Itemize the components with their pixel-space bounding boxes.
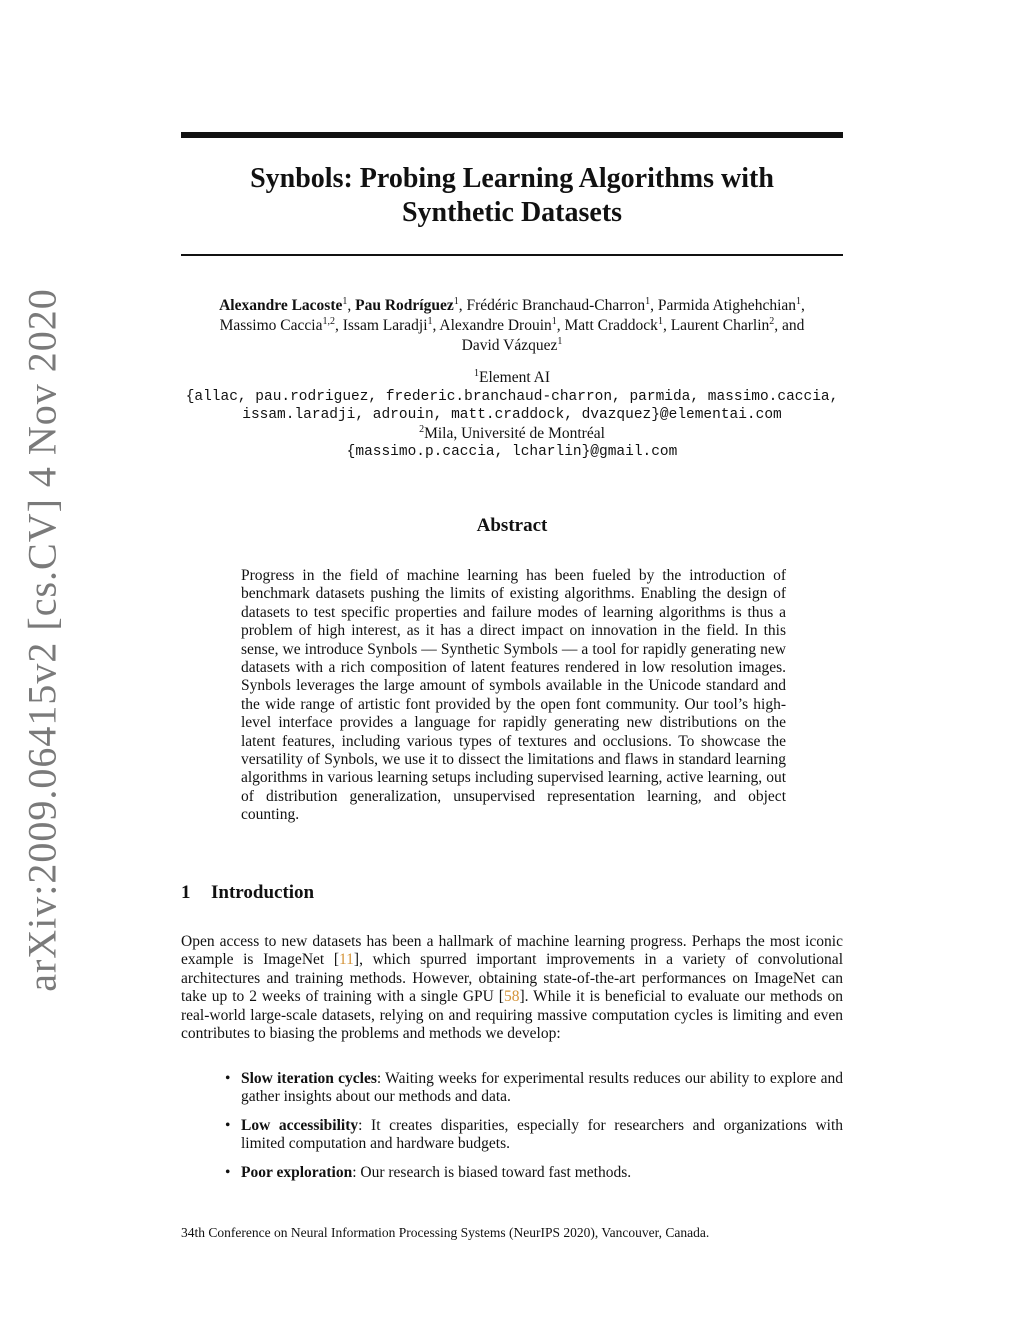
citation-link[interactable]: 58 bbox=[503, 988, 520, 1006]
emails-line-3: {massimo.p.caccia, lcharlin}@gmail.com bbox=[346, 444, 678, 460]
title-line-1: Synbols: Probing Learning Algorithms with bbox=[250, 163, 774, 194]
citation-link[interactable]: 11 bbox=[338, 951, 354, 969]
introduction-paragraph: Open access to new datasets has been a hallmark of machine learning progress. Perhaps the most iconic example is ImageNet [11], which spurred important improvements in a variety of convolutional architectures and training methods. However, obtaining state-of-the-art performances on ImageNet can take up to 2 weeks of training with a single GPU [58]. While it is beneficial to evaluate our methods on real-world large-scale datasets, relying on and requiring massive computation cycles is limiting and even contributes to biasing the problems and methods we develop: bbox=[181, 933, 843, 1043]
paper-title bbox=[181, 162, 843, 230]
introduction-bullet-list bbox=[225, 1070, 843, 1192]
author-name: Laurent Charlin bbox=[670, 317, 770, 334]
author-name: Issam Laradji bbox=[342, 317, 428, 334]
author-name: Massimo Caccia bbox=[219, 317, 323, 334]
title-line-2: Synthetic Datasets bbox=[401, 197, 623, 228]
list-item: • Low accessibility: It creates disparities, especially for researchers and organizations with limited computation and hardware budgets. bbox=[225, 1116, 843, 1153]
affiliation-1: $^1$Element AI bbox=[473, 367, 551, 386]
author-name: Alexandre Lacoste bbox=[219, 297, 343, 314]
author-name: David Vázquez bbox=[461, 337, 558, 354]
abstract-heading: Abstract bbox=[476, 515, 548, 536]
section-heading-introduction bbox=[181, 882, 314, 904]
list-item: • Slow iteration cycles: Waiting weeks for experimental results reduces our ability to explore and gather insights about our methods and data. bbox=[225, 1070, 843, 1106]
emails-line-2: issam.laradji, adrouin, matt.craddock, dvazquez}@elementai.com bbox=[242, 407, 782, 423]
affiliation-2: $^2$Mila, Université de Montréal bbox=[419, 423, 605, 442]
list-item: • Poor exploration: Our research is biased toward fast methods. bbox=[225, 1163, 632, 1181]
arxiv-id: arXiv:2009.06415v2 [cs.CV] 4 Nov 2020 bbox=[19, 288, 65, 992]
affiliations bbox=[150, 369, 874, 462]
title-bottom-rule bbox=[181, 254, 843, 256]
abstract-text: Progress in the field of machine learning has been fueled by the introduction of benchmark datasets pushing the limits of existing algorithms. Enabling the design of datasets to test specific properties and failure modes of learning algorithms is thus a problem of high interest, as it has a direct impact on innovation in the field. In this sense, we introduce Synbols — Synthetic Symbols — a tool for rapidly generating new datasets with a rich composition of latent features rendered in low resolution images. Synbols leverages the large amount of symbols available in the Unicode standard and the wide range of artistic font provided by the open font community. Our tool’s high-level interface provides a language for rapidly generating new distributions on the latent features, including various types of textures and occlusions. To showcase the versatility of Synbols, we use it to dissect the limitations and flaws in standard learning algorithms in various learning setups including supervised learning, active learning, out of distribution generalization, unsupervised representation learning, and object counting. bbox=[241, 567, 786, 824]
author-list: Alexandre Lacoste$^1$, Pau Rodríguez$^1$, Frédéric Branchaud-Charron$^1$, Parmida Atighehchian$^1$, Massimo Caccia$^{1,2}$, Issam Laradji$^1$, Alexandre Drouin$^1$, Matt Craddock$^1$, Laurent Charlin$^2$, and David Vázquez$^1$ bbox=[219, 295, 805, 354]
section-title: Introduction bbox=[211, 882, 315, 903]
author-name: Alexandre Drouin bbox=[439, 317, 552, 334]
title-top-rule bbox=[181, 132, 843, 138]
author-name: Matt Craddock bbox=[564, 317, 658, 334]
author-name: Pau Rodríguez bbox=[355, 297, 454, 314]
author-name: Frédéric Branchaud-Charron bbox=[466, 297, 646, 314]
conference-footer: 34th Conference on Neural Information Processing Systems (NeurIPS 2020), Vancouver, Canada. bbox=[181, 1225, 710, 1240]
emails-line-1: {allac, pau.rodriguez, frederic.branchaud-charron, parmida, massimo.caccia, bbox=[185, 388, 839, 405]
author-name: Parmida Atighehchian bbox=[657, 297, 797, 314]
section-number: 1 bbox=[181, 882, 191, 903]
